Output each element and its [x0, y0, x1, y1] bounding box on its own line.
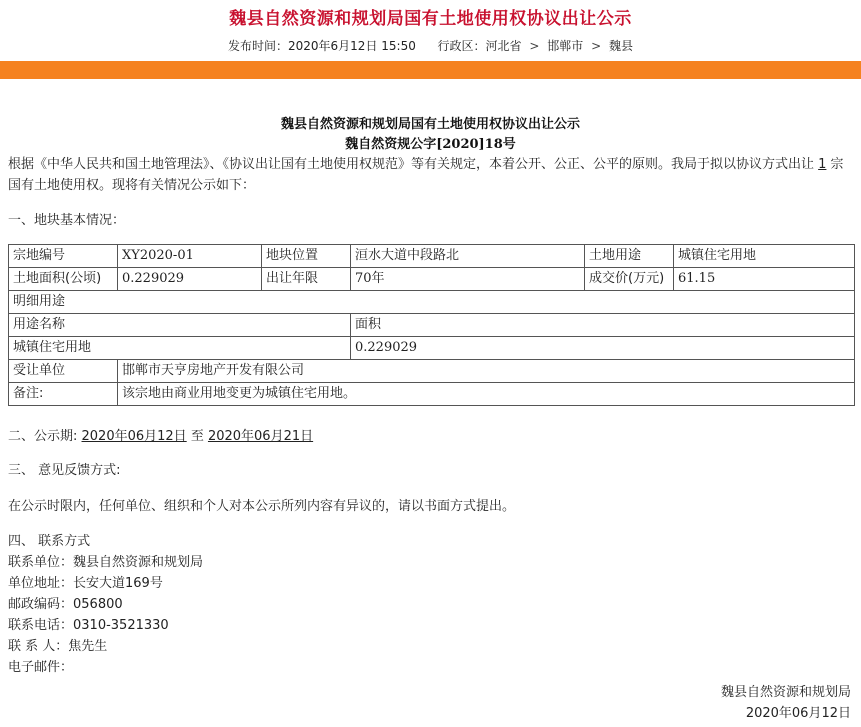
contact-email: 电子邮件： [8, 660, 74, 675]
breadcrumb-separator: > [591, 39, 602, 53]
term-label: 出让年限 [262, 268, 351, 291]
period-end-link[interactable]: 2020年06月21日 [207, 429, 314, 444]
grantee-value: 邯郸市天亨房地产开发有限公司 [118, 360, 855, 383]
remark-label: 备注: [9, 383, 118, 406]
section3-title: 三、 意见反馈方式: [8, 463, 121, 478]
document-title: 魏县自然资源和规划局国有土地使用权协议出让公示 [280, 117, 580, 132]
contact-info [8, 552, 203, 678]
table-row [9, 383, 855, 406]
intro-text-1: 根据《中华人民共和国土地管理法》、《协议出让国有土地使用权规范》等有关规定，本着公开、公正、公平的原则。我局于拟以协议方式出让 [8, 157, 819, 172]
area-column-header: 面积 [351, 314, 855, 337]
contact-person: 联 系 人：焦先生 [8, 639, 108, 654]
land-use-value: 城镇住宅用地 [674, 245, 855, 268]
section1-title: 一、地块基本情况： [8, 213, 126, 228]
region-label: 行政区： [437, 39, 486, 53]
remark-value: 该宗地由商业用地变更为城镇住宅用地。 [118, 383, 855, 406]
land-use-label: 土地用途 [585, 245, 674, 268]
location-label: 地块位置 [262, 245, 351, 268]
contact-phone: 联系电话：0310-3521330 [8, 618, 169, 633]
signature-org: 魏县自然资源和规划局 [720, 685, 851, 700]
price-value: 61.15 [674, 268, 855, 291]
intro-parcel-count: 1 [818, 157, 827, 172]
breadcrumb-separator: > [529, 39, 540, 53]
section4-title: 四、 联系方式 [8, 534, 91, 549]
intro-text-2: 宗国有土地使用权。现将有关情况公示如下： [8, 157, 844, 193]
section2-label: 二、公示期: [8, 429, 82, 444]
table-row [9, 291, 855, 314]
table-row [9, 337, 855, 360]
publish-time: 2020年6月12日 15:50 [288, 39, 416, 53]
intro-paragraph [8, 154, 853, 196]
table-row [9, 268, 855, 291]
table-row [9, 245, 855, 268]
parcel-info-table [8, 244, 855, 406]
contact-unit: 联系单位：魏县自然资源和规划局 [8, 555, 204, 570]
breadcrumb-province[interactable]: 河北省 [485, 39, 522, 53]
page-title: 魏县自然资源和规划局国有土地使用权协议出让公示 [229, 9, 632, 29]
section2-publicity-period [8, 426, 313, 447]
section3-body: 在公示时限内，任何单位、组织和个人对本公示所列内容有异议的，请以书面方式提出。 [8, 499, 516, 514]
detail-use-header: 明细用途 [9, 291, 855, 314]
table-row [9, 314, 855, 337]
period-start-link[interactable]: 2020年06月12日 [81, 429, 187, 444]
term-value: 70年 [351, 268, 585, 291]
use-name-column-header: 用途名称 [9, 314, 351, 337]
contact-address: 单位地址：长安大道169号 [8, 576, 163, 591]
area-value: 0.229029 [118, 268, 262, 291]
meta-row [0, 37, 861, 54]
table-row [9, 360, 855, 383]
header-divider-bar [0, 61, 861, 79]
signature-date: 2020年06月12日 [745, 706, 851, 721]
document-number: 魏自然资规公字[2020]18号 [345, 137, 516, 152]
period-to: 至 [186, 429, 208, 444]
publish-time-label: 发布时间： [227, 39, 288, 53]
contact-postcode: 邮政编码：056800 [8, 597, 123, 612]
location-value: 洹水大道中段路北 [351, 245, 585, 268]
parcel-no-value: XY2020-01 [118, 245, 262, 268]
detail-use-value: 城镇住宅用地 [9, 337, 351, 360]
detail-area-value: 0.229029 [351, 337, 855, 360]
breadcrumb-city[interactable]: 邯郸市 [547, 39, 584, 53]
area-label: 土地面积(公顷) [9, 268, 118, 291]
breadcrumb-county[interactable]: 魏县 [608, 39, 633, 53]
price-label: 成交价(万元) [585, 268, 674, 291]
signature-block [721, 682, 851, 724]
parcel-no-label: 宗地编号 [9, 245, 118, 268]
grantee-label: 受让单位 [9, 360, 118, 383]
